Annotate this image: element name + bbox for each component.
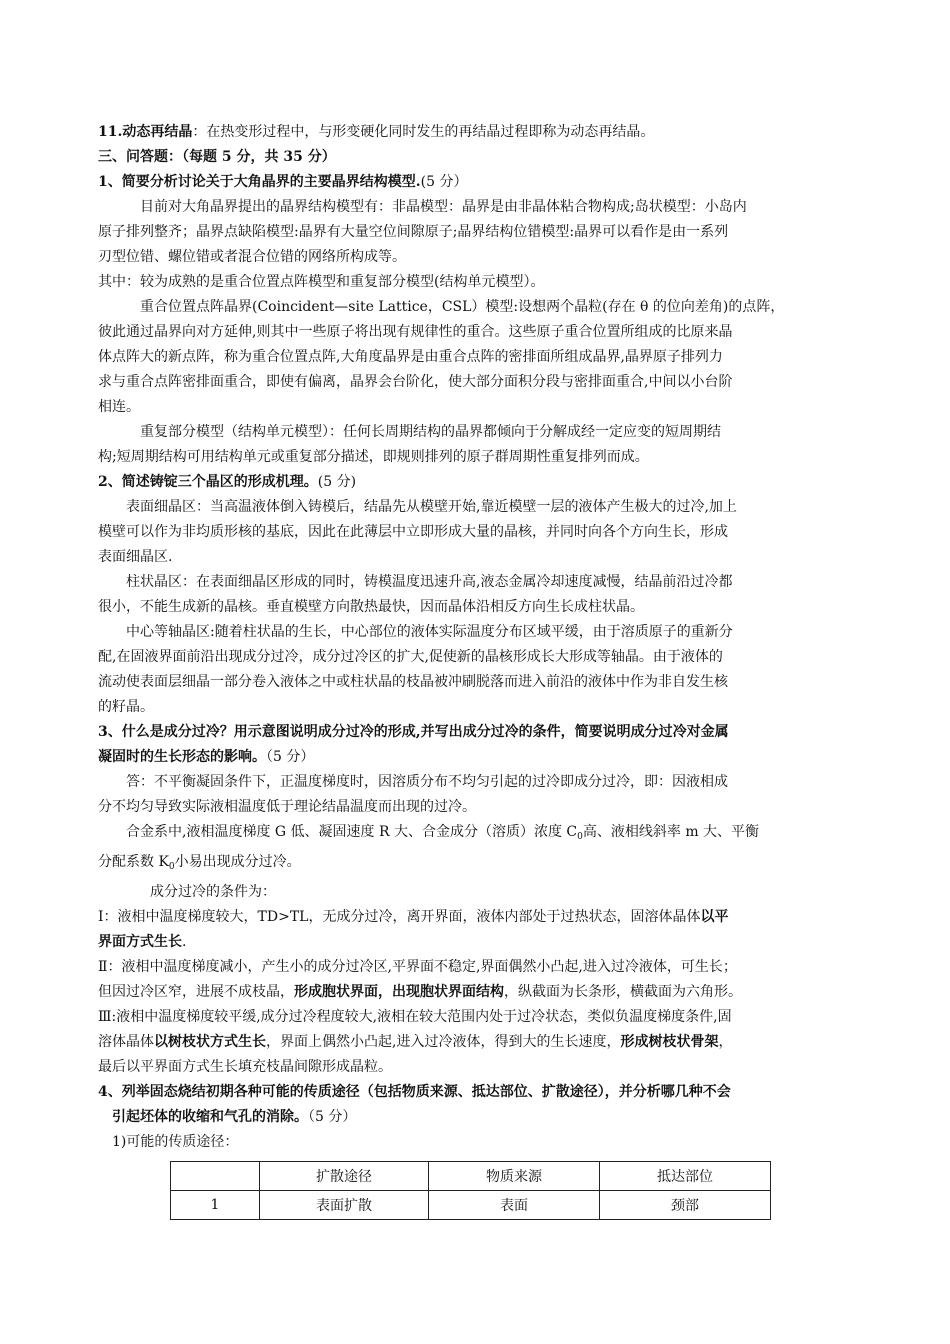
paragraph-line: 构;短周期结构可用结构单元或重复部分描述，即规则排列的原子群周期性重复排列而成。 <box>98 449 649 465</box>
paragraph-line: 成分过冷的条件为： <box>150 884 276 900</box>
paragraph-line: 其中：较为成熟的是重合位置点阵模型和重复部分模型(结构单元模型）。 <box>98 274 545 290</box>
question-text: 引起坯体的收缩和气孔的消除。 <box>112 1109 308 1125</box>
paragraph-line: 目前对大角晶界提出的晶界结构模型有：非晶模型：晶界是由非晶体粘合物构成;岛状模型：小岛内 <box>140 199 747 215</box>
text-run: 合金系中,液相温度梯度 G 低、凝固速度 R 大、合金成分（溶质）浓度 C <box>126 824 578 840</box>
question-score: （5 分） <box>266 749 315 765</box>
table-header-cell: 物质来源 <box>429 1162 600 1191</box>
question-text: 2、简述铸锭三个晶区的形成机理。 <box>98 474 318 490</box>
document-page <box>98 120 858 1220</box>
text-run: . <box>182 934 187 950</box>
paragraph-line: 重复部分模型（结构单元模型）：任何长周期结构的晶界都倾向于分解成经一定应变的短周期结 <box>140 424 721 440</box>
emphasis: 以树枝状方式生长 <box>154 1034 266 1050</box>
paragraph-line: 最后以平界面方式生长填充枝晶间隙形成晶粒。 <box>98 1059 392 1075</box>
question-4-title: 4、列举固态烧结初期各种可能的传质途径（包括物质来源、抵达部位、扩散途径），并分析哪几种不会 <box>98 1084 731 1100</box>
emphasis: 形成胞状界面，出现胞状界面结构 <box>294 984 504 1000</box>
table-row <box>171 1191 771 1220</box>
mass-transport-table <box>170 1161 771 1220</box>
paragraph-line: 配,在固液界面前沿出现成分过冷，成分过冷区的扩大,促使新的晶核形成长大形成等轴晶。由于液体的 <box>98 649 723 665</box>
table-cell: 颈部 <box>600 1191 771 1220</box>
paragraph-line: 刃型位错、螺位错或者混合位错的网络所构成等。 <box>98 249 406 265</box>
paragraph-line: 分不均匀导致实际液相温度低于理论结晶温度而出现的过冷。 <box>98 799 476 815</box>
table-header-cell <box>171 1162 260 1191</box>
paragraph-line: 体点阵大的新点阵，称为重合位置点阵,大角度晶界是由重合点阵的密排面所组成晶界,晶界原子排列力 <box>98 349 723 365</box>
text-run: 但因过冷区窄，进展不成枝晶， <box>98 984 294 1000</box>
text-run: ，纵截面为长条形，横截面为六角形。 <box>504 984 742 1000</box>
paragraph-line <box>98 930 858 955</box>
subscript: 0 <box>577 832 583 842</box>
paragraph-line: 答：不平衡凝固条件下，正温度梯度时，因溶质分布不均匀引起的过冷即成分过冷，即：因液相成 <box>126 774 728 790</box>
paragraph-line: 很小，不能生成新的晶核。垂直模壁方向散热最快，因而晶体沿相反方向生长成柱状晶。 <box>98 599 644 615</box>
paragraph-line: 彼此通过晶界向对方延伸,则其中一些原子将出现有规律性的重合。这些原子重合位置所组成的比原来晶 <box>98 324 733 340</box>
paragraph-line: 重合位置点阵晶界(Coincident—site Lattice，CSL）模型:设想两个晶粒(存在 θ 的位向差角)的点阵， <box>140 299 785 315</box>
question-4-title-cont <box>98 1105 858 1130</box>
paragraph-line: Ⅲ:液相中温度梯度较平缓,成分过冷程度较大,液相在较大范围内处于过冷状态，类似负温度梯度条件,固 <box>98 1009 732 1025</box>
question-3-title-cont <box>98 745 858 770</box>
paragraph-line <box>98 905 858 930</box>
table-cell: 表面 <box>429 1191 600 1220</box>
paragraph-line: 原子排列整齐；晶界点缺陷模型:晶界有大量空位间隙原子;晶界结构位错模型:晶界可以看作是由一系列 <box>98 224 729 240</box>
paragraph-line: 的籽晶。 <box>98 699 154 715</box>
question-score: (5 分） <box>420 174 468 190</box>
question-2-title <box>98 470 858 495</box>
paragraph-line: 模壁可以作为非均质形核的基底，因此在此薄层中立即形成大量的晶核，并同时向各个方向生长，形成 <box>98 524 728 540</box>
question-3-title: 3、什么是成分过冷？用示意图说明成分过冷的形成,并写出成分过冷的条件，简要说明成分过冷对金属 <box>98 724 729 740</box>
text-run: 小易出现成分过冷。 <box>174 854 301 870</box>
text-run: Ⅰ：液相中温度梯度较大，TD>TL，无成分过冷，离开界面，液体内部处于过热状态，固溶体晶体 <box>98 909 701 925</box>
emphasis: 形成树枝状骨架 <box>620 1034 719 1050</box>
paragraph-line <box>98 1030 858 1055</box>
table-header-cell: 抵达部位 <box>600 1162 771 1191</box>
paragraph-line <box>98 980 858 1005</box>
question-text: 凝固时的生长形态的影响。 <box>98 749 266 765</box>
paragraph-line: 流动使表面层细晶一部分卷入液体之中或柱状晶的枝晶被冲刷脱落而进入前沿的液体中作为非自发生核 <box>98 674 728 690</box>
paragraph-line: 柱状晶区：在表面细晶区形成的同时，铸模温度迅速升高,液态金属冷却速度减慢，结晶前沿过冷都 <box>126 574 733 590</box>
question-score: （5 分） <box>308 1109 357 1125</box>
question-1-title <box>98 170 858 195</box>
table-header-row <box>171 1162 771 1191</box>
text-run: 溶体晶体 <box>98 1034 154 1050</box>
text-run: 高、液相线斜率 m 大、平衡 <box>582 824 760 840</box>
table-header-cell: 扩散途径 <box>260 1162 429 1191</box>
subscript: 0 <box>168 862 175 872</box>
section-3-title: 三、问答题：（每题 5 分，共 35 分） <box>98 149 336 165</box>
paragraph-line <box>98 850 858 880</box>
definition-term: 11.动态再结晶 <box>98 124 193 140</box>
paragraph-line: 表面细晶区：当高温液体倒入铸模后，结晶先从模壁开始,靠近模壁一层的液体产生极大的过冷,加上 <box>126 499 737 515</box>
paragraph-line: 中心等轴晶区:随着柱状晶的生长，中心部位的液体实际温度分布区域平缓，由于溶质原子的重新分 <box>126 624 733 640</box>
paragraph-line: 1)可能的传质途径： <box>112 1134 239 1150</box>
text-run: ， <box>718 1034 733 1050</box>
paragraph-line: 求与重合点阵密排面重合，即使有偏离，晶界会台阶化，使大部分面积分段与密排面重合,中间以小台阶 <box>98 374 733 390</box>
definition-11 <box>98 120 858 145</box>
table-cell: 表面扩散 <box>260 1191 429 1220</box>
emphasis: 界面方式生长 <box>98 934 182 950</box>
table-cell: 1 <box>171 1191 260 1220</box>
emphasis: 以平 <box>700 909 729 925</box>
question-text: 1、简要分析讨论关于大角晶界的主要晶界结构模型. <box>98 174 421 190</box>
question-score: (5 分) <box>317 474 357 490</box>
paragraph-line <box>98 820 858 850</box>
definition-text: ：在热变形过程中，与形变硬化同时发生的再结晶过程即称为动态再结晶。 <box>192 124 655 140</box>
paragraph-line: 表面细晶区. <box>98 549 173 565</box>
paragraph-line: 相连。 <box>98 399 140 415</box>
text-run: ，界面上偶然小凸起,进入过冷液体，得到大的生长速度， <box>266 1034 621 1050</box>
text-run: 分配系数 K <box>98 854 169 870</box>
paragraph-line: Ⅱ：液相中温度梯度减小，产生小的成分过冷区,平界面不稳定,界面偶然小凸起,进入过冷液体，可生长； <box>98 959 737 975</box>
